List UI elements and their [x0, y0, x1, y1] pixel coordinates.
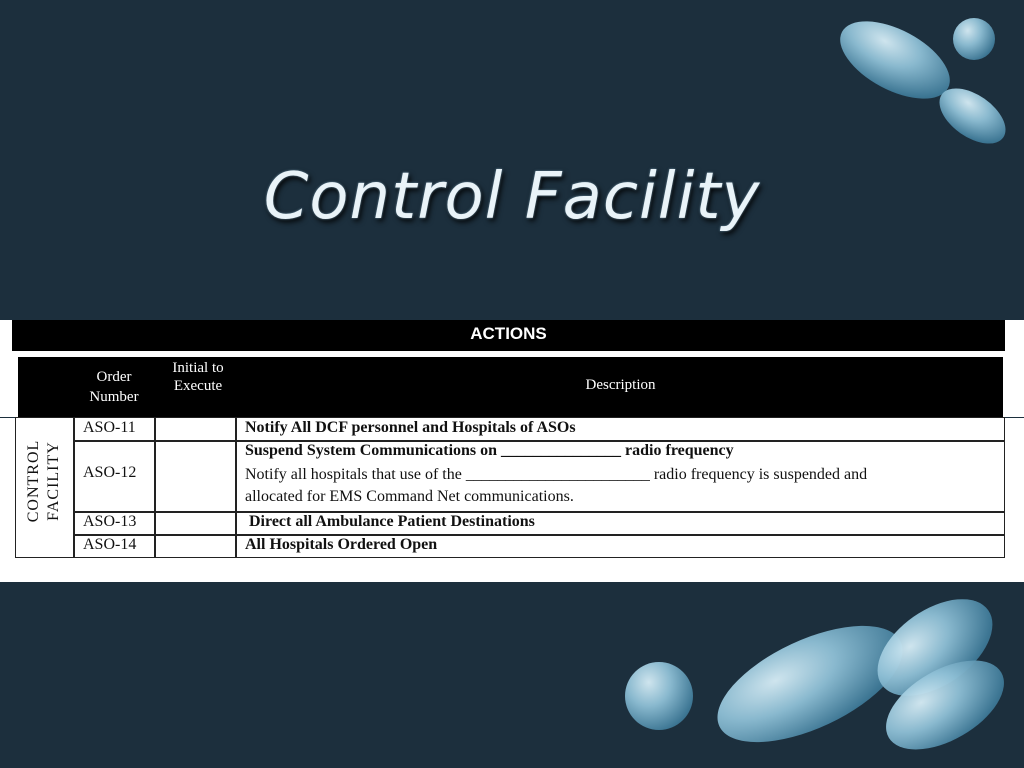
table-row-order: ASO-11 — [83, 419, 136, 436]
slide-title: Control Facility — [263, 160, 761, 234]
table-row-description: Direct all Ambulance Patient Destinations — [249, 513, 535, 530]
row-divider — [73, 511, 1004, 513]
side-label-line2: FACILITY — [45, 441, 62, 521]
col-divider — [235, 418, 237, 557]
table-row-order: ASO-14 — [83, 536, 137, 553]
side-label-line1: CONTROL — [25, 439, 42, 523]
table-row-description: All Hospitals Ordered Open — [245, 536, 438, 553]
table-row-description-line2: Notify all hospitals that use of the _______________________ radio frequency is suspended and — [245, 466, 868, 483]
order-number-header: Order Number — [89, 369, 139, 405]
table-row-description: Suspend System Communications on _______________ radio frequency — [245, 442, 734, 459]
bacteria-image-top-3 — [953, 18, 995, 60]
initial-to-execute-header: Initial to Execute — [172, 360, 224, 394]
table-row-order: ASO-12 — [83, 464, 137, 481]
table-row-description: Notify All DCF personnel and Hospitals of ASOs — [245, 419, 576, 436]
table-row-order: ASO-13 — [83, 513, 137, 530]
table-row-description-line3: allocated for EMS Command Net communications. — [245, 488, 574, 505]
col-divider — [154, 418, 156, 557]
bacteria-image-bottom-1 — [625, 662, 693, 730]
col-divider — [73, 418, 75, 557]
control-facility-side-label — [17, 424, 73, 554]
actions-header: ACTIONS — [12, 320, 1005, 351]
table-header-row — [18, 357, 1003, 417]
actions-table — [15, 417, 1005, 558]
description-header: Description — [585, 377, 656, 393]
row-divider — [73, 534, 1004, 536]
